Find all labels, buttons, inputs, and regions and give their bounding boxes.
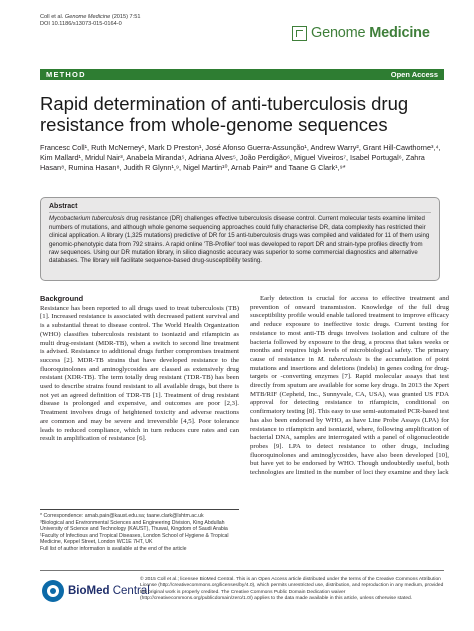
- bmc-light: Central: [109, 585, 150, 597]
- affiliation-note-kaust: ³Biological and Environmental Sciences and Engineering Division, King Abdullah University of Science and Technology (KAUST), Thuwal, Kingdom of Saudi Arabia: [40, 519, 228, 533]
- bmc-bold: BioMed: [68, 585, 110, 597]
- footnotes: [40, 509, 239, 553]
- biomed-central-text: [68, 585, 150, 597]
- affiliation-note-lshtm: ¹Faculty of Infectious and Tropical Diseases, London School of Hygiene & Tropical Medicine, Keppel Street, London WC1E 7HT, UK: [40, 532, 229, 546]
- genome-medicine-logo: [292, 25, 430, 41]
- detection-text-1: Early detection is crucial for access to effective treatment and prevention of onward transmission. Knowledge of the full drug susceptibility profile would enable tailored treatment to improve efficacy and reduce exposure to ineffective toxic drugs. Current testing for resistance to most anti-TB drugs involves isolation and culture of the bacteria followed by exposure to the drug, a process that takes weeks or months and requires high levels of microbiological safety. The primary cause of resistance in: [250, 295, 449, 363]
- license-text: © 2015 Coll et al.; licensee BioMed Central. This is an Open Access article distributed under the terms of the Creative Commons Attribution License (http://creativecommons.org/licenses/by/4.0), which permits unrestricted use, distribution, and reproduction in any medium, provided the original work is properly credited. The Creative Commons Public Domain Dedication waiver (http://creativecommons.org/publicdomain/zero/1.0/) applies to the data made available in this article, unless otherwise stated.: [140, 577, 444, 601]
- abstract-heading: Abstract: [49, 203, 78, 210]
- author-info-note: Full list of author information is available at the end of the article: [40, 545, 187, 552]
- logo-light-text: Genome: [311, 25, 370, 41]
- cite-volume: (2015) 7:51: [110, 14, 141, 20]
- journal-logo-text: [311, 25, 430, 41]
- citation-header: [40, 14, 140, 28]
- open-access-label: Open Access: [390, 70, 438, 79]
- cite-journal: Genome Medicine: [64, 14, 111, 20]
- biomed-central-logo: [42, 580, 150, 602]
- background-paragraph: Resistance has been reported to all drugs used to treat tuberculosis (TB) [1]. Increased resistance is associated with decreased patient survival and is a substantial threat to disease control. The World Health Organization (WHO) classifies tuberculosis resistant to isoniazid and rifampicin as multi drug-resistant (MDR-TB), when a switch to second line treatment is advised. Resistance to additional drugs further compromises treatment success [2]. MDR-TB strains that have developed resistance to the fluoroquinolones and aminoglycosides are classed as extensively drug resistant (XDR-TB). The term totally drug resistant (TDR-TB) has been used to describe strains found resistant to all available drugs, but there is not yet an agreed definition of TDR-TB [1]. Treatment of drug resistant disease is prolonged and expensive, and outcomes are poor [2,3]. Treatment involves drugs of heightened toxicity and adverse reactions are common and may be severe and irreversible [4,5]. Poor tolerance leads to reduced compliance, which in turn reduces cure rates and can result in amplification of resistance [6].: [40, 304, 239, 443]
- article-type-label: METHOD: [46, 70, 86, 79]
- abstract-organism: Mycobacterium tuberculosis: [49, 215, 125, 223]
- background-heading: Background: [40, 294, 84, 303]
- detection-text-2: is the accumulation of point mutations and insertions and deletions (indels) in genes coding for drug-targets or -converting enzymes [7]. Rapid molecular assays that test directly from sputum are available for some key drugs. In 2013 the Xpert MTB/RIF (Cepheid, Inc., Sunnyvale, CA, USA), was granted US FDA approval for detecting resistance to rifampicin, conditional on confirmatory testing [8]. This easy to use semi-automated PCR-based test has also been endorsed by WHO, as have Line Probe Assays (LPA) for resistance to rifampicin and isoniazid, where, following amplification of bacterial DNA, samples are interrogated with a panel of oligonucleotide probes [9]. LPA to detect resistance to other drugs, including fluoroquinolones and aminoglycosides, have also been developed [10], but have yet to be endorsed by WHO. Though undoubtedly useful, both technologies are limited in the number of loci they examine and they lack: [250, 355, 449, 477]
- journal-logo-icon: [292, 26, 307, 41]
- author-list: Francesc Coll¹, Ruth McNerney¹, Mark D Preston¹, José Afonso Guerra-Assunção¹, Andrew Warry², Grant Hill-Cawthorne³,⁴, Kim Mallard¹, Mridul Nair³, Anabela Miranda⁵, Adriana Alves⁵, João Perdigão⁶, Miguel Viveiros⁷, Isabel Portugal⁶, Zahra Hasan⁸, Rumina Hasan⁸, Judith R Glynn¹,⁹, Nigel Martin¹⁰, Arnab Pain³* and Taane G Clark¹,⁹*: [40, 143, 441, 172]
- abstract-box: [40, 197, 440, 281]
- abstract-body: drug resistance (DR) challenges effective tuberculosis disease control. Current molecular tests examine limited numbers of mutations, and although whole genome sequencing approaches could fully characterise DR, data complexity has restricted their clinical application. A library (1,325 mutations) predictive of DR for 15 anti-tuberculosis drugs was compiled and validated for 11 of them using genomic-phenotypic data from 792 strains. A rapid online 'TB-Profiler' tool was developed to report DR and strain-type profiles directly from raw sequences. Using our DR mutation library, in silico diagnostic accuracy was superior to some commercial diagnostics and alternative databases. The library will facilitate sequence-based drug-susceptibility testing.: [49, 215, 430, 265]
- correspondence-note[interactable]: * Correspondence: arnab.pain@kaust.edu.sa; taane.clark@lshtm.ac.uk: [40, 513, 204, 519]
- footer-divider: [40, 570, 444, 571]
- doi[interactable]: DOI 10.1186/s13073-015-0164-0: [40, 21, 122, 28]
- article-title: Rapid determination of anti-tuberculosis drug resistance from whole-genome sequences: [40, 93, 409, 135]
- detection-paragraph: [250, 295, 449, 478]
- article-type-bar: [40, 69, 444, 80]
- right-column: [250, 295, 449, 478]
- cite-authors: Coll et al.: [40, 14, 65, 20]
- organism-name: M. tuberculosis: [317, 355, 362, 363]
- abstract-text: [49, 212, 431, 265]
- left-column: [40, 295, 239, 444]
- biomed-central-icon: [42, 580, 64, 602]
- logo-bold-text: Medicine: [369, 25, 430, 41]
